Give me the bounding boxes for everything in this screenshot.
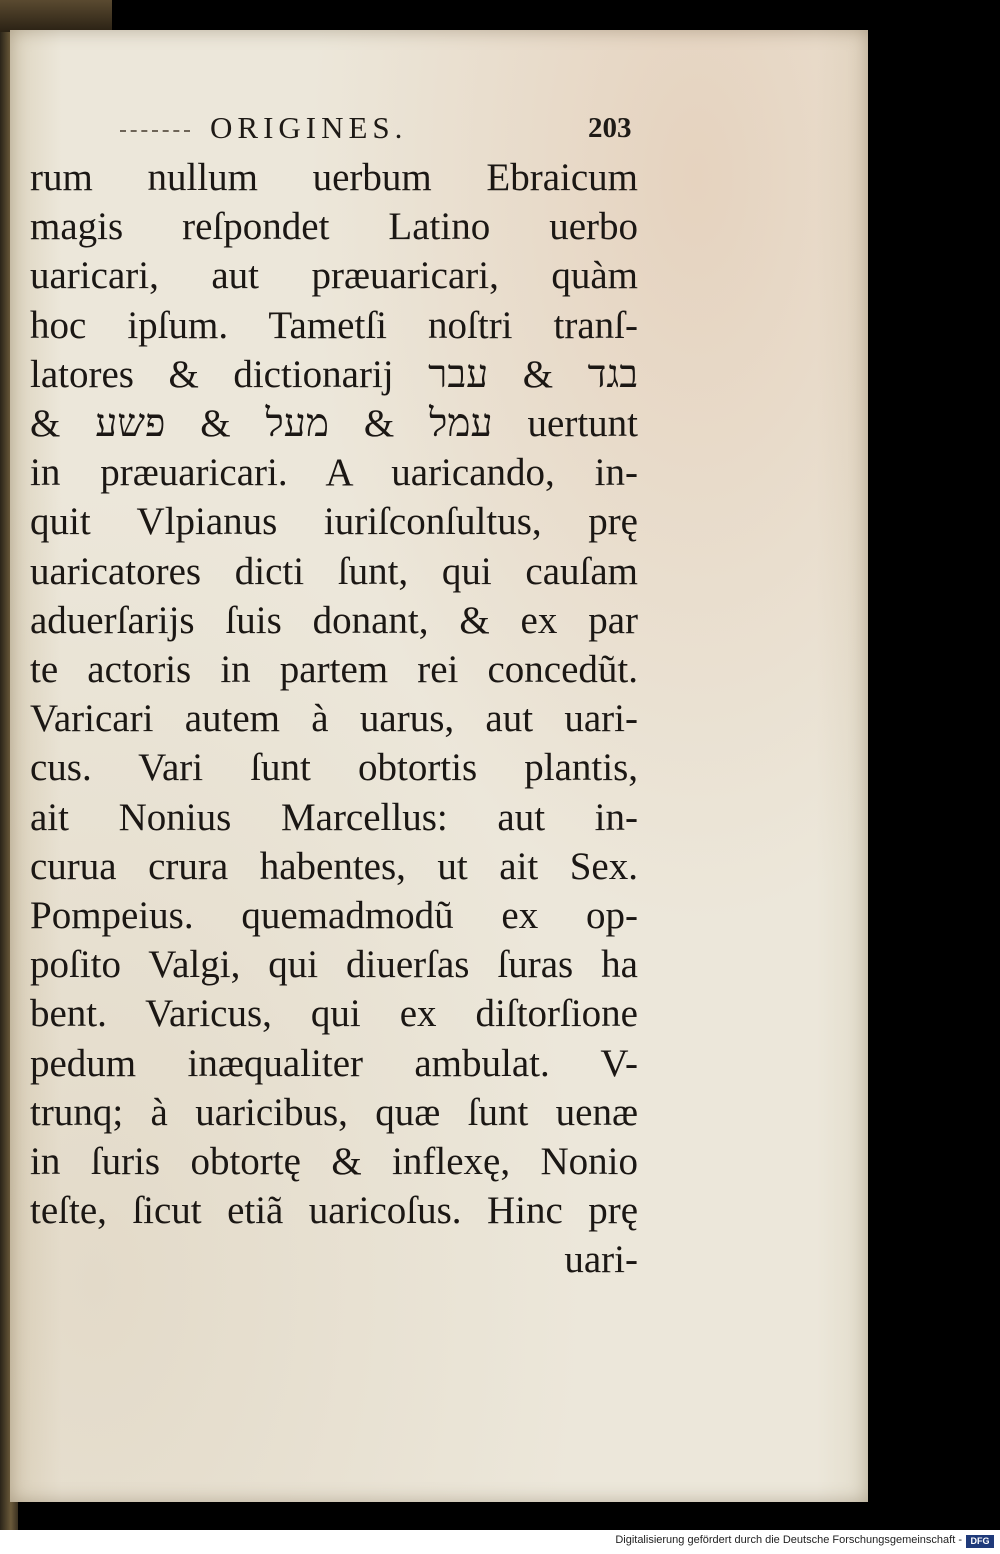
text-line: Varicari autem à uarus, aut uari- xyxy=(30,697,638,741)
page-header xyxy=(0,92,1000,145)
text-line: hoc ipſum. Tametſi noſtri tranſ- xyxy=(30,303,638,347)
text-line: in præuaricari. A uaricando, in- xyxy=(30,451,638,495)
text-line: teſte, ſicut etiã uaricoſus. Hinc prę xyxy=(30,1189,638,1233)
text-line: curua crura habentes, ut ait Sex. xyxy=(30,844,638,888)
text-line: trunq; à uaricibus, quæ ſunt uenæ xyxy=(30,1090,638,1134)
header-ornament-rule xyxy=(120,130,190,132)
book-cover-corner xyxy=(0,0,112,32)
dfg-logo: DFG xyxy=(966,1535,994,1548)
catchword: uari- xyxy=(564,1238,638,1282)
text-line: uaricari, aut præuaricari, quàm xyxy=(30,254,638,298)
text-line: latores & dictionarij בגד & עבר xyxy=(30,352,638,396)
footer-bar xyxy=(0,1530,1000,1554)
funding-credit: Digitalisierung gefördert durch die Deutsche Forschungsgemeinschaft - xyxy=(615,1534,962,1546)
page-number: 203 xyxy=(588,112,632,144)
text-line: te actoris in partem rei concedũt. xyxy=(30,648,638,692)
text-line: pedum inæqualiter ambulat. V- xyxy=(30,1041,638,1085)
text-line: Pompeius. quemadmodũ ex op- xyxy=(30,894,638,938)
text-line: ait Nonius Marcellus: aut in- xyxy=(30,795,638,839)
text-line: poſito Valgi, qui diuerſas ſuras ha xyxy=(30,943,638,987)
text-line: quit Vlpianus iuriſconſultus, prę xyxy=(30,500,638,544)
text-line: in ſuris obtortę & inflexę, Nonio xyxy=(30,1140,638,1184)
body-text xyxy=(30,153,638,1285)
text-line: cus. Vari ſunt obtortis plantis, xyxy=(30,746,638,790)
text-line: aduerſarijs ſuis donant, & ex par xyxy=(30,598,638,642)
text-line: uaricatores dicti ſunt, qui cauſam xyxy=(30,549,638,593)
text-line: magis reſpondet Latino uerbo xyxy=(30,205,638,249)
running-title: ORIGINES. xyxy=(210,110,408,145)
text-line: bent. Varicus, qui ex diſtorſione xyxy=(30,992,638,1036)
text-line: & עמל & מעל & פשע uertunt xyxy=(30,402,638,446)
text-line: rum nullum uerbum Ebraicum xyxy=(30,156,638,199)
